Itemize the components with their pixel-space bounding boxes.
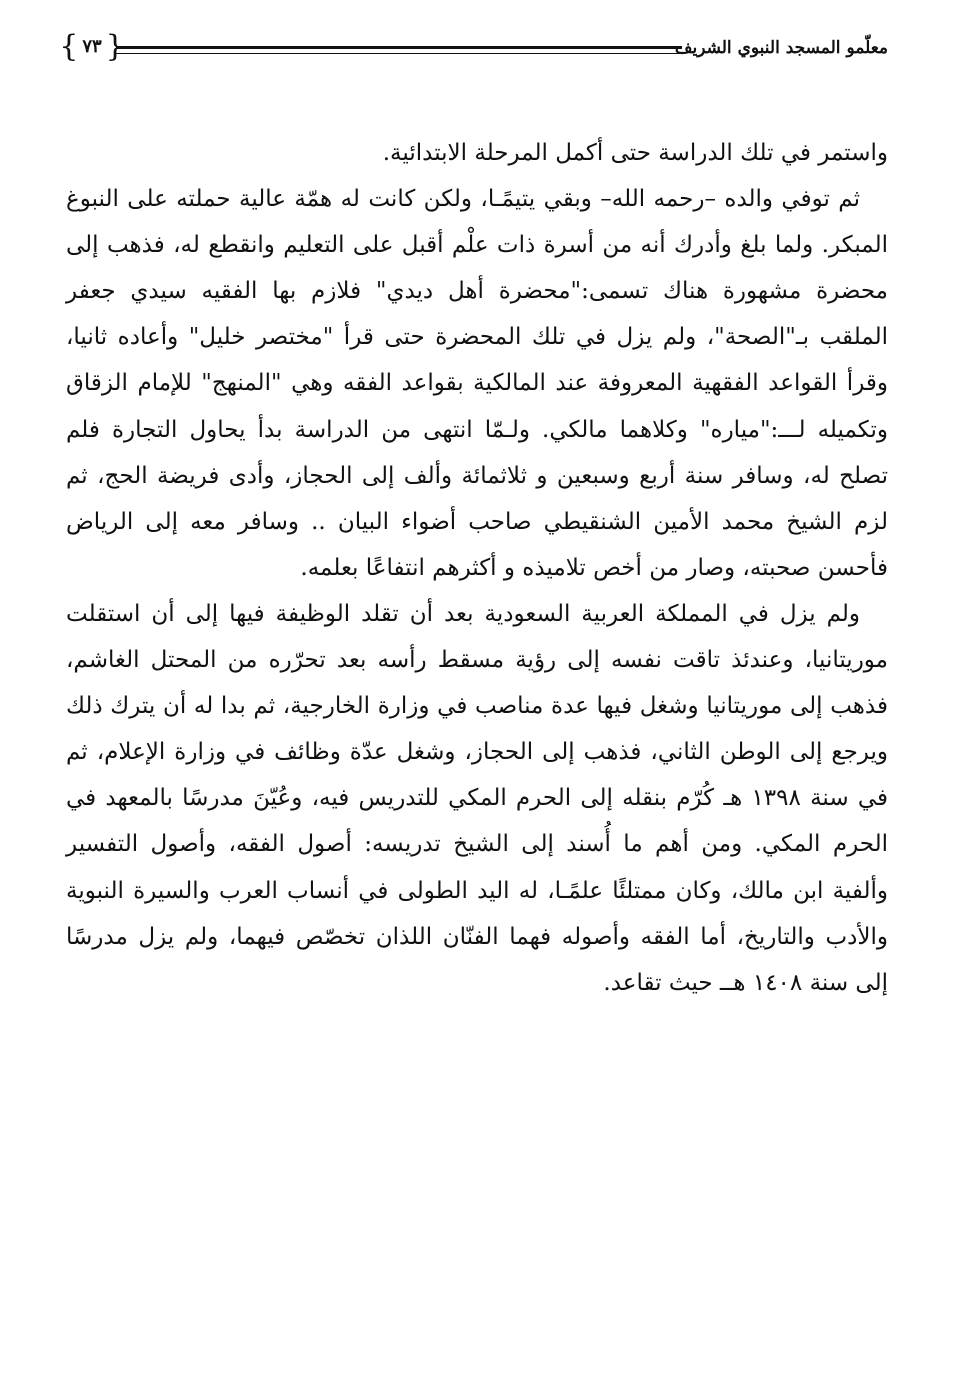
page-number-open-brace: { — [59, 29, 79, 64]
header-rule — [116, 46, 682, 49]
page-body — [66, 130, 888, 1006]
paragraph-1: واستمر في تلك الدراسة حتى أكمل المرحلة الابتدائية. — [382, 140, 888, 166]
page-header — [59, 26, 888, 72]
header-rule-thin — [116, 53, 682, 54]
page-number-box — [59, 28, 125, 66]
page-number-close-brace: } — [105, 29, 125, 64]
page-number: ٧٣ — [82, 36, 102, 57]
paragraph-3: ولم يزل في المملكة العربية السعودية بعد أن تقلد الوظيفة فيها إلى أن استقلت موريتانيا، وعندئذ تاقت نفسه إلى رؤية مسقط رأسه بعد تحرّره من المحتل الغاشم، فذهب إلى موريتانيا وشغل فيها عدة مناصب في وزارة الخارجية، ثم بدا له أن يترك ذلك ويرجع إلى الوطن الثاني، فذهب إلى الحجاز، وشغل عدّة وظائف في وزارة الإعلام، ثم في سنة ١٣٩٨ هـ كُرّم بنقله إلى الحرم المكي للتدريس فيه، وعُيّنَ مدرسًا بالمعهد في الحرم المكي. ومن أهم ما أُسند إلى الشيخ تدريسه: أصول الفقه، وأصول التفسير وألفية ابن مالك، وكان ممتلئًا علمًـا، له اليد الطولى في أنساب العرب والسيرة النبوية والأدب والتاريخ، أما الفقه وأصوله فهما الفنّان اللذان تخصّص فيهما، ولم يزل مدرسًا إلى سنة ١٤٠٨ هــ حيث تقاعد. — [66, 600, 888, 996]
running-header-title: معلّمو المسجد النبوي الشريف — [674, 38, 888, 58]
paragraph-2: ثم توفي والده –رحمه الله– وبقي يتيمًـا، ولكن كانت له همّة عالية حملته على النبوغ المبكر. ولما بلغ وأدرك أنه من أسرة ذات علْم أقبل على التعليم وانقطع له، فذهب إلى محضرة مشهورة هناك تسمى:"محضرة أهل ديدي" فلازم بها الفقيه سيدي جعفر الملقب بـ"الصحة"، ولم يزل في تلك المحضرة حتى قرأ "مختصر خليل" وأعاده ثانيا، وقرأ القواعد الفقهية المعروفة عند المالكية بقواعد الفقه وهي "المنهج" للإمام الزقاق وتكميله لـــ:"مياره" وكلاهما مالكي. ولـمّا انتهى من الدراسة بدأ يحاول التجارة فلم تصلح له، وسافر سنة أربع وسبعين و ثلاثمائة وألف إلى الحجاز، وأدى فريضة الحج، ثم لزم الشيخ محمد الأمين الشنقيطي صاحب أضواء البيان .. وسافر معه إلى الرياض فأحسن صحبته، وصار من أخص تلاميذه و أكثرهم انتفاعًا بعلمه. — [66, 186, 888, 581]
